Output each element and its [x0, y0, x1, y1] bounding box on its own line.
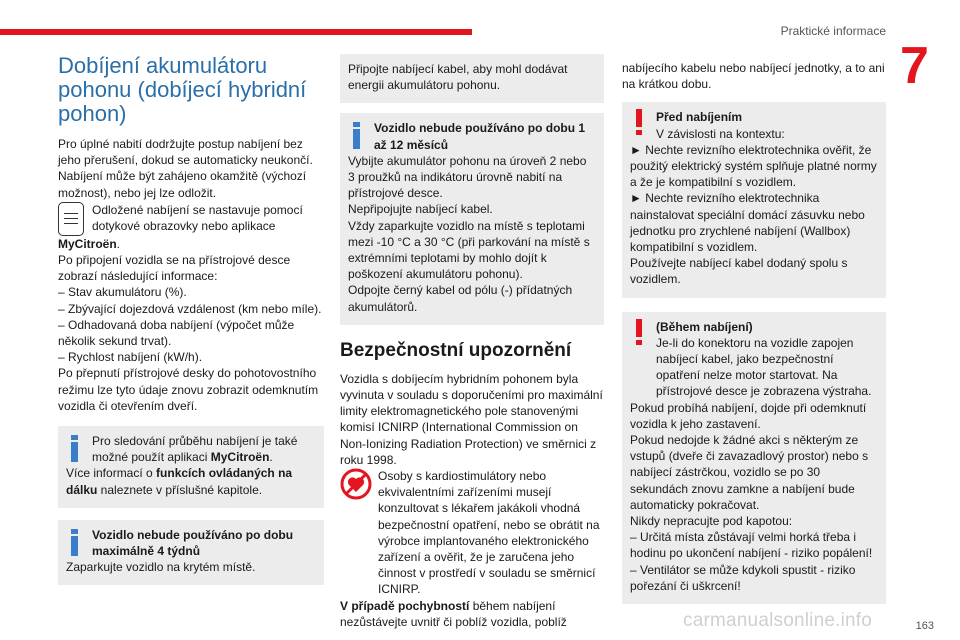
info-title: Vozidlo nebude používáno po dobu 1 až 12 měsíců	[374, 121, 586, 152]
pacemaker-warning-icon	[340, 468, 372, 500]
punctuation: .	[269, 450, 273, 465]
list-item: – Stav akumulátoru (%).	[58, 285, 187, 300]
info-title: Vozidlo nebude používáno po dobu maximálně 4 týdnů	[92, 527, 294, 559]
list-item: – Zbývající dojezdová vzdálenost (km nebo míle).	[58, 301, 322, 316]
warning-title: Před nabíjením	[656, 110, 743, 125]
emphasis-text: V případě pochybností	[340, 598, 470, 613]
list-item: – Odhadovaná doba nabíjení (výpočet může několik sekund trvat).	[58, 317, 295, 349]
warning-text: – Určitá místa zůstávají velmi horká třeba i hodinu po ukončení nabíjení - riziko popálení!	[630, 530, 873, 561]
paragraph: Po připojení vozidla se na přístrojové desce zobrazí následující informace:	[58, 253, 291, 284]
info-box	[58, 426, 324, 508]
paragraph: Pro úplné nabití dodržujte postup nabíjení bez jeho přerušení, dokud se automaticky neukončí. Nabíjení může být zahájeno okamžitě (výchozí možnost), nebo jej lze odložit.	[58, 137, 313, 200]
column-1	[58, 54, 324, 585]
info-text: Připojte nabíjecí kabel, aby mohl dodávat energii akumulátoru pohonu.	[348, 62, 568, 93]
warning-text: ► Nechte revizního elektrotechnika ověřit, že použitý elektrický systém splňuje platné normy a že je kompatibilní s vozidlem.	[630, 142, 877, 190]
list-item: – Rychlost nabíjení (kW/h).	[58, 350, 203, 365]
info-text: Nepřipojujte nabíjecí kabel.	[348, 202, 493, 217]
info-text: Odpojte černý kabel od pólu (-) přídatných akumulátorů.	[348, 283, 573, 314]
deferred-charging-note	[58, 201, 324, 236]
warning-text: Je-li do konektoru na vozidle zapojen nabíjecí kabel, jako bezpečnostní opatření nelze motor startovat. Na přístrojové desce je zobrazena výstraha.	[656, 335, 872, 399]
warning-icon	[630, 109, 648, 137]
section-title: Bezpečnostní upozornění	[340, 339, 572, 361]
continued-box	[340, 54, 604, 103]
app-name: MyCitroën	[58, 236, 117, 251]
app-name: MyCitroën	[210, 450, 270, 465]
chapter-number: 7	[900, 37, 929, 95]
punctuation: .	[116, 236, 121, 251]
info-link-text: funkcích ovládaných na dálku	[66, 466, 293, 497]
info-box	[340, 113, 604, 324]
paragraph: nabíjecího kabelu nebo nabíjecí jednotky, a to ani na krátkou dobu.	[622, 61, 885, 92]
warning-box	[622, 102, 886, 297]
info-icon	[66, 433, 84, 461]
warning-text: Pokud probíhá nabíjení, dojde při odemknutí vozidla k jeho zastavení.	[630, 400, 867, 431]
page-number: 163	[915, 620, 934, 632]
warning-text: Nikdy nepracujte pod kapotou:	[630, 514, 793, 529]
section-header: Praktické informace	[780, 24, 886, 38]
page-title: Dobíjení akumulátoru pohonu (dobíjecí hybridní pohon)	[58, 53, 307, 126]
info-text: Vybijte akumulátor pohonu na úroveň 2 nebo 3 proužků na indikátoru úrovně nabití na přístrojové desce.	[348, 153, 587, 201]
info-text: Vždy zaparkujte vozidlo na místě s teplotami mezi -10 °C a 30 °C (při parkování na místě s extrémními teplotami by mohlo dojít k poškození akumulátoru pohonu).	[348, 218, 590, 282]
column-3	[622, 60, 886, 604]
paragraph: během nabíjení nezůstávejte uvnitř či poblíž vozidla, poblíž	[340, 598, 567, 629]
warning-icon	[630, 319, 648, 347]
watermark: carmanualsonline.info	[683, 610, 873, 631]
warning-text: Pokud nedojde k žádné akci s některým ze vstupů (dveře či zavazadlový prostor) nebo s nabíjecí zástrčkou, vozidlo se po 30 sekundách znovu zamkne a nabíjení bude automaticky pokračovat.	[630, 433, 869, 512]
info-text: Zaparkujte vozidlo na krytém místě.	[66, 560, 256, 575]
header-accent-bar	[0, 29, 472, 35]
smartphone-app-icon	[58, 202, 84, 236]
info-icon	[66, 527, 84, 555]
info-text: Pro sledování průběhu nabíjení je také možné použít aplikaci	[92, 434, 298, 465]
paragraph: Osoby s kardiostimulátory nebo ekvivalentními zařízeními musejí konzultovat s lékařem jakákoli vhodná bezpečnostní opatření, nebo se obrátit na výrobce implantovaného elektronického zařízení a ověřit, že je zaručena jeho činnost v prostředí v souladu se směrnicí ICNIRP.	[378, 469, 600, 597]
warning-text: – Ventilátor se může kdykoli spustit - riziko pořezání či uškrcení!	[630, 562, 856, 593]
paragraph: Po přepnutí přístrojové desky do pohotovostního režimu lze tyto údaje znovu zobrazit odemknutím vozidla či otevřením dveří.	[58, 366, 319, 413]
paragraph: Vozidla s dobíjecím hybridním pohonem byla vyvinuta v souladu s doporučeními pro maximální limity elektromagnetického pole stanovenými komisí ICNIRP (International Commission on Non-Ionizing Radiation Protection) ve směrnici z roku 1998.	[340, 371, 603, 467]
column-2	[340, 54, 604, 630]
info-box	[58, 520, 324, 586]
warning-text: V závislosti na kontextu:	[656, 126, 785, 141]
info-icon	[348, 120, 366, 148]
paragraph: Odložené nabíjení se nastavuje pomocí dotykové obrazovky nebo aplikace	[92, 202, 303, 234]
pacemaker-note	[340, 468, 604, 598]
warning-title: (Během nabíjení)	[656, 319, 753, 334]
info-text: naleznete v příslušné kapitole.	[97, 482, 263, 497]
warning-text: Používejte nabíjecí kabel dodaný spolu s vozidlem.	[630, 256, 848, 287]
warning-box	[622, 312, 886, 604]
info-text: Více informací o	[66, 466, 157, 481]
warning-text: ► Nechte revizního elektrotechnika nainstalovat speciální domácí zásuvku nebo jednotku pro zrychlené nabíjení (Wallbox) kompatibilní s vozidlem.	[630, 191, 865, 255]
